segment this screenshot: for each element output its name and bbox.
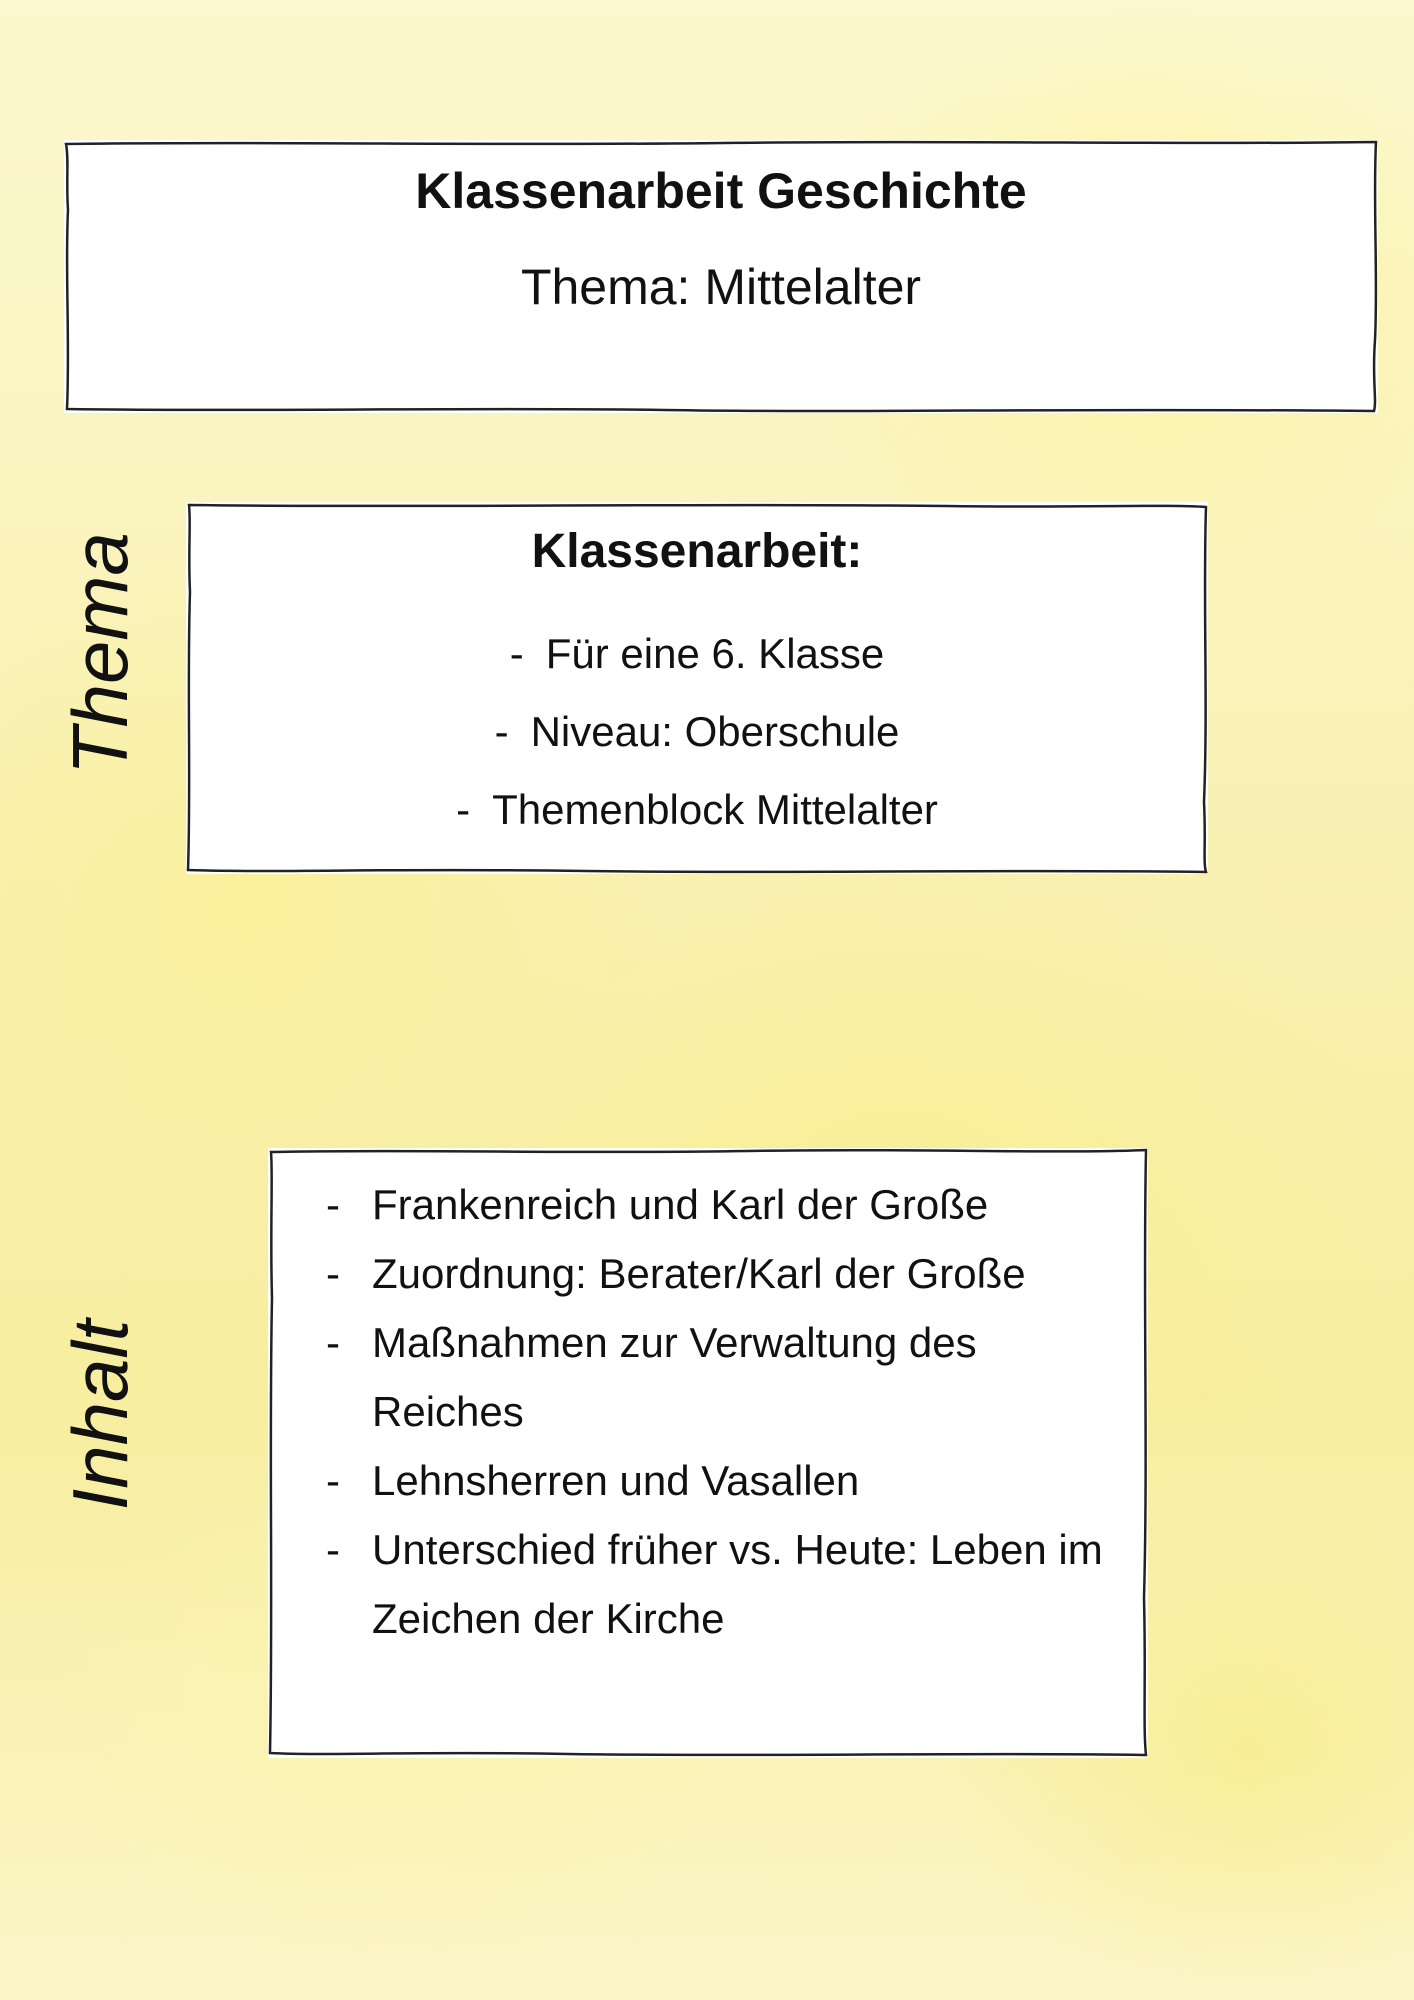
- thema-list: [186, 624, 1208, 858]
- inhalt-box: [268, 1148, 1148, 1758]
- bullet-dash: -: [509, 630, 524, 677]
- bullet-dash: -: [326, 1181, 340, 1228]
- list-item: - Unterschied früher vs. Heute: Leben im Zeichen der Kirche: [326, 1515, 1138, 1653]
- list-item: - Maßnahmen zur Verwaltung des Reiches: [326, 1308, 1138, 1446]
- bullet-dash: -: [326, 1319, 340, 1366]
- bullet-dash: -: [494, 708, 509, 755]
- inhalt-list: [326, 1170, 1138, 1653]
- list-item: - Lehnsherren und Vasallen: [326, 1446, 1138, 1515]
- side-label-inhalt: Inhalt: [56, 1319, 144, 1511]
- bullet-dash: -: [326, 1526, 340, 1573]
- page-title: Klassenarbeit Geschichte: [415, 163, 1027, 219]
- bullet-dash: -: [326, 1457, 340, 1504]
- list-item: - Für eine 6. Klasse: [509, 630, 885, 677]
- page-subtitle: Thema: Mittelalter: [520, 259, 922, 315]
- list-item: - Frankenreich und Karl der Große: [326, 1170, 1138, 1239]
- thema-heading: Klassenarbeit:: [531, 525, 863, 578]
- bullet-dash: -: [326, 1250, 340, 1297]
- side-label-thema: Thema: [56, 532, 144, 775]
- list-item: - Niveau: Oberschule: [494, 708, 900, 755]
- bullet-dash: -: [456, 786, 471, 833]
- title-box: [64, 140, 1378, 413]
- thema-box: [186, 502, 1208, 874]
- list-item: - Themenblock Mittelalter: [456, 786, 938, 833]
- list-item: - Zuordnung: Berater/Karl der Große: [326, 1239, 1138, 1308]
